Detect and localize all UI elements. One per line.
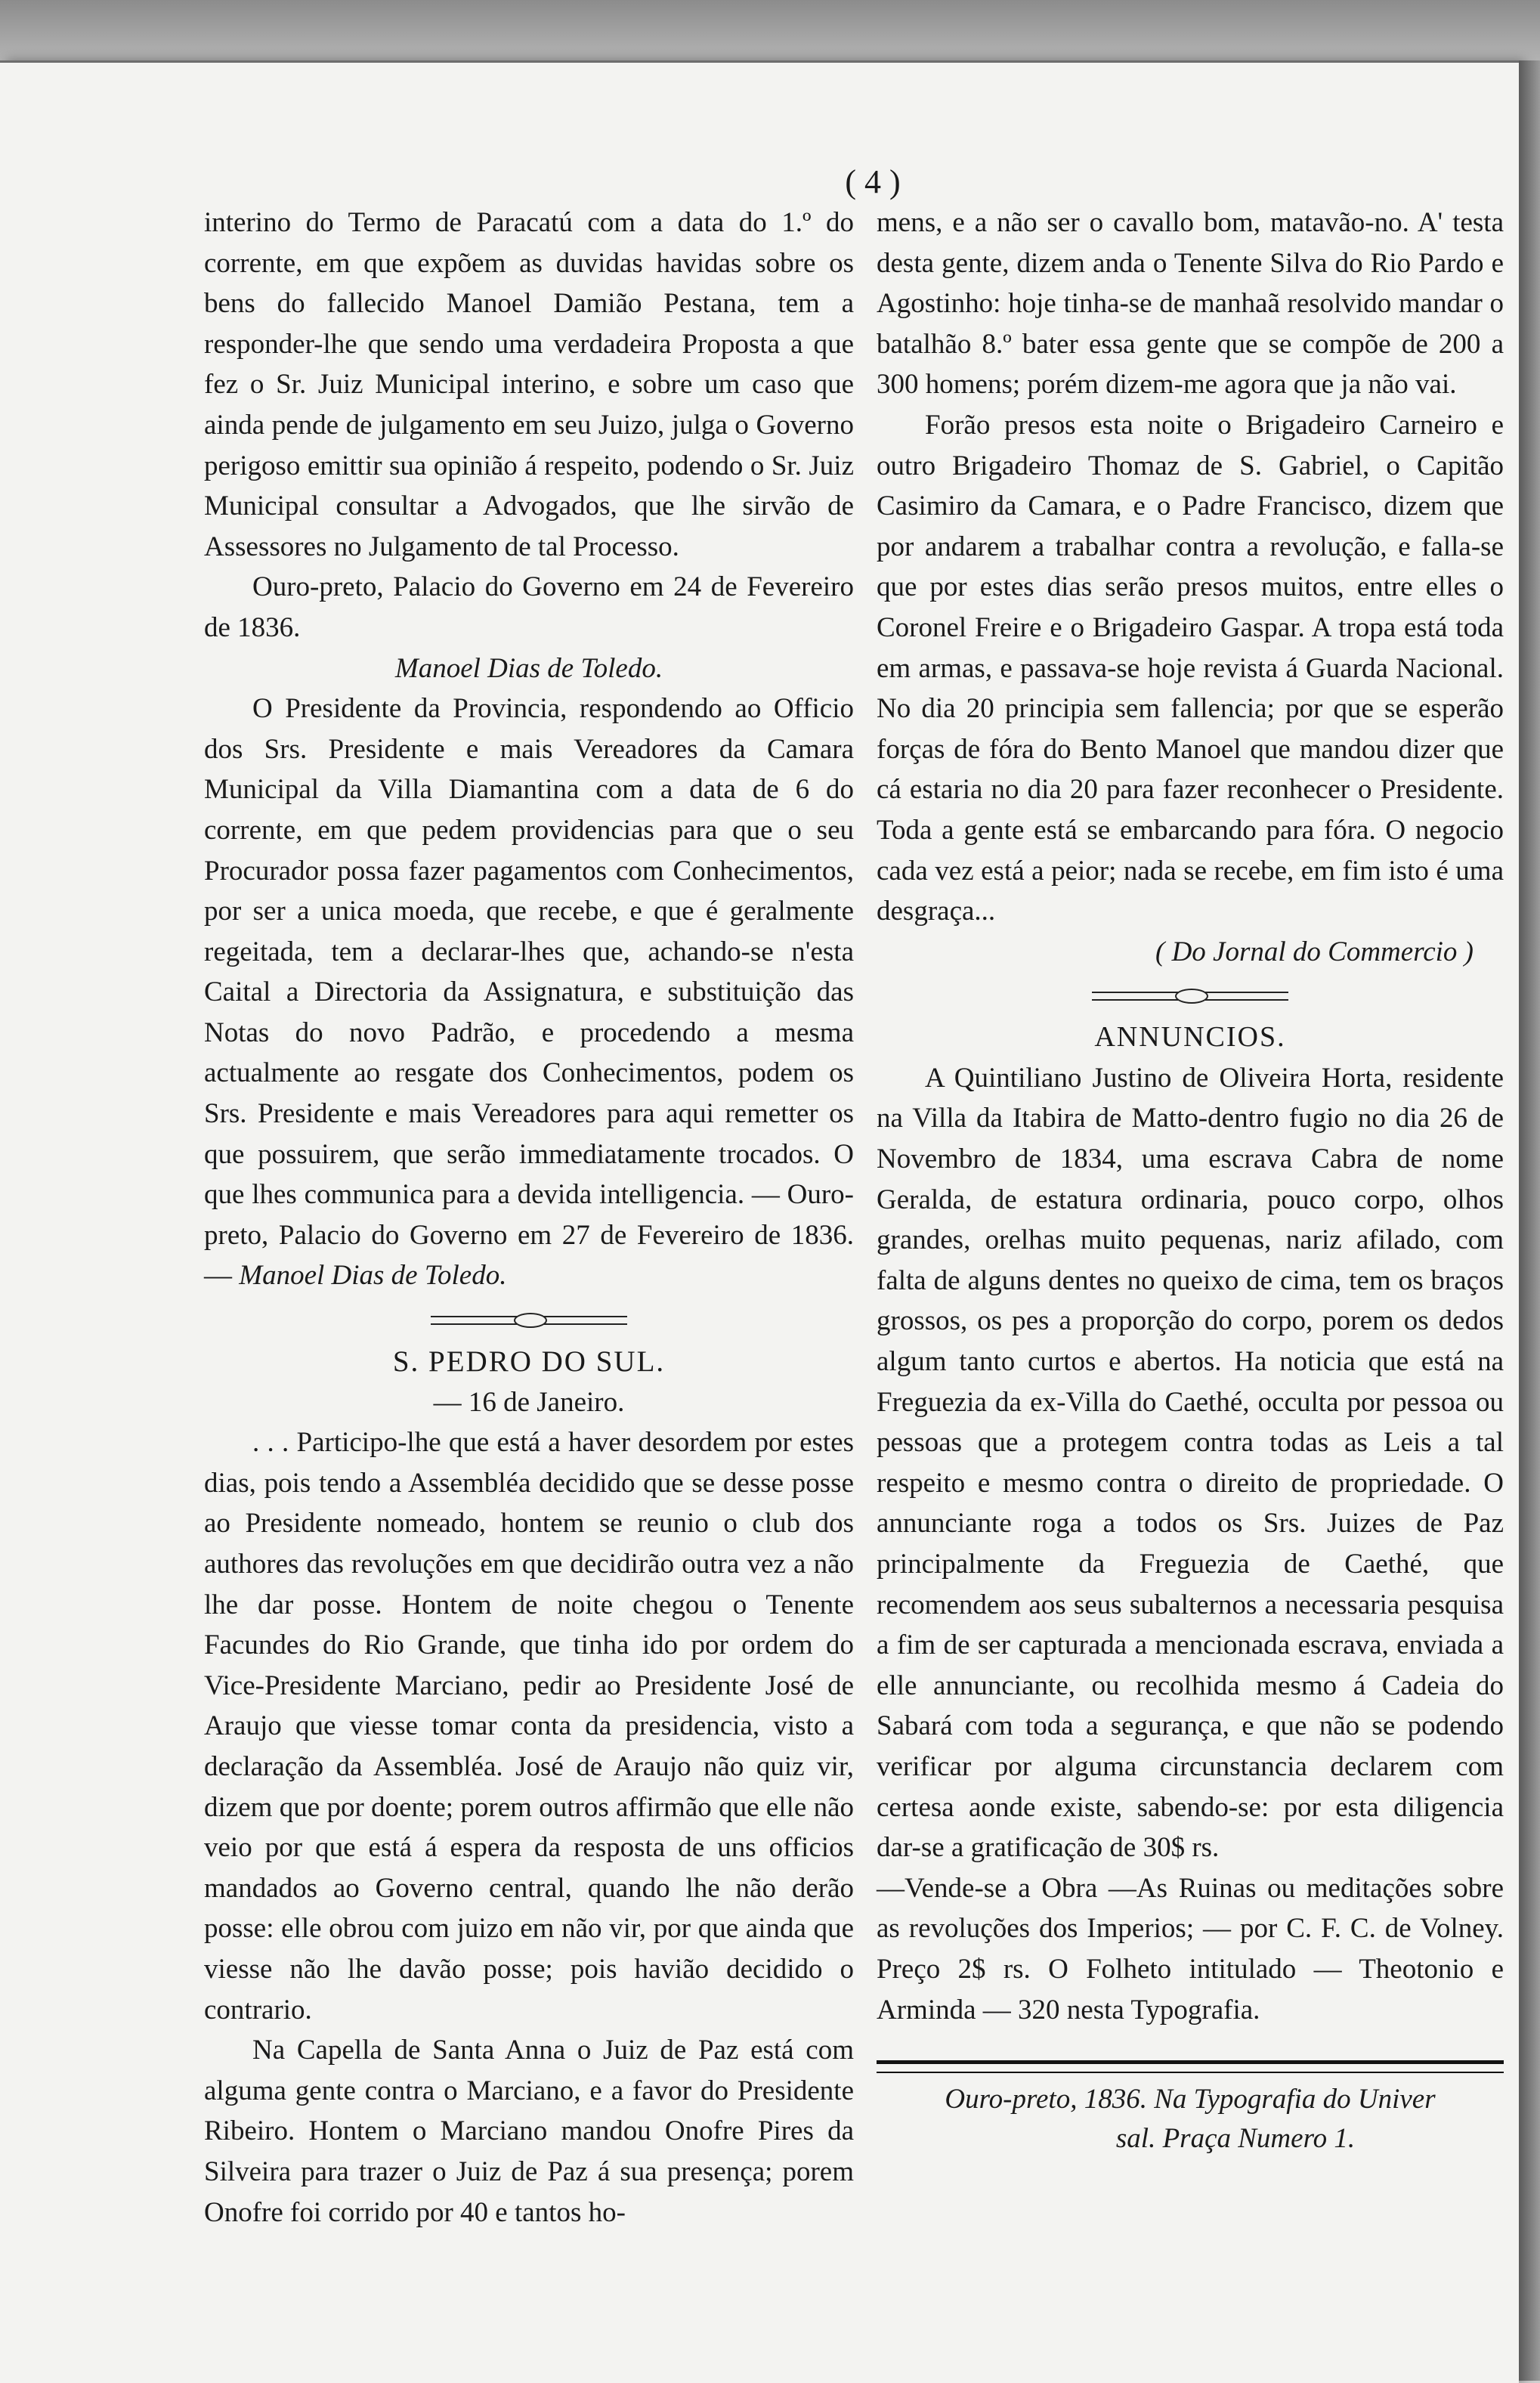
news-paragraph: mens, e a não ser o cavallo bom, matavão-no. A' testa desta gente, dizem anda o Tenente Silva do Rio Pardo e Agostinho: hoje tinha-se de manhaã resolvido mandar o batalhão 8.º bater essa gente que se compõe de 200 a 300 homens; porém dizem-me agora que ja não vai.: [877, 207, 1504, 401]
news-paragraph: Forão presos esta noite o Brigadeiro Carneiro e outro Brigadeiro Thomaz de S. Gabriel, o Capitão Casimiro da Camara, e o Padre Francisco, dizem que por andarem a trabalhar contra a revolução, e falla-se que por estes dias serão presos muitos, entre elles o Coronel Freire e o Brigadeiro Gaspar. A tropa está toda em armas, e passava-se hoje revista á Guarda Nacional. No dia 20 principia sem fallencia; por que se esperão forças de fóra do Bento Manoel que mandou dizer que cá estaria no dia 20 para fazer reconhecer o Presidente. Toda a gente está se embarcando para fóra. O negocio cada vez está a peior; nada se recebe, em fim isto é uma desgraça...: [877, 409, 1504, 927]
official-letter-paracatu: interino do Termo de Paracatú com a data do 1.º do corrente, em que expõem as duvidas havidas sobre os bens do fallecido Manoel Damião Pestana, tem a responder-lhe que sendo uma verdadeira Proposta a que fez o Sr. Juiz Municipal interino, e sobre um caso que ainda pende de julgamento em seu Juizo, julga o Governo perigoso emittir sua opinião á respeito, podendo o Sr. Juiz Municipal consultar a Advogados, que lhe sirvão de Assessores no Julgamento de tal Processo.: [204, 207, 854, 562]
advertisement: A Quintiliano Justino de Oliveira Horta, residente na Villa da Itabira de Matto-dentro fugio no dia 26 de Novembro de 1834, uma escrava Cabra de nome Geralda, de estatura ordinaria, pouco corpo, olhos grandes, orelhas muito pequenas, nariz afilado, com falta de alguns dentes no queixo de cima, tem os braços grossos, os pes a proporção do corpo, porem os dedos algum tanto curtos e abertos. Ha noticia que está na Freguezia da ex-Villa do Caethé, occulta por pessoa ou pessoas que a protegem contra todas as Leis a tal respeito e mesmo contra o direito de propriedade. O annunciante roga a todos os Srs. Juizes de Paz principalmente da Freguezia de Caethé, que recomendem aos seus subalternos a necessaria pesquisa a fim de ser capturada a mencionada escrava, enviada a elle annunciante, ou recolhida mesmo á Cadeia do Sabará com toda a segurança, e que não se podendo verificar por alguma circunstancia declarem com certesa aonde existe, sabendo-se: por esta diligencia dar-se a gratificação de 30$ rs.: [877, 1062, 1504, 1864]
section-date: — 16 de Janeiro.: [433, 1386, 625, 1418]
footer-rule: [877, 2060, 1504, 2073]
right-column: [877, 203, 1504, 2159]
news-paragraph: . . . Participo-lhe que está a haver desordem por estes dias, pois tendo a Assembléa decidido que se desse posse ao Presidente nomeado, hontem se reunio o club dos authores das revoluções em que decidirão outra vez a não lhe dar posse. Hontem de noite chegou o Tenente Facundes do Rio Grande, que tinha ido por ordem do Vice-Presidente Marciano, pedir ao Presidente José de Araujo que viesse tomar conta da presidencia, visto a declaração da Assembléa. José de Araujo não quiz vir, dizem que por doente; porem outros affirmão que elle não veio por que está á espera da resposta de uns officios mandados ao Governo central, quando lhe não derão posse: elle obrou com juizo em não vir, por que ainda que viesse não lhe davão posse; pois havião decidido o contrario.: [204, 1427, 854, 2026]
scan-right-edge: [1519, 60, 1540, 2381]
section-title: S. PEDRO DO SUL.: [392, 1345, 666, 1379]
ornamental-rule: [1092, 992, 1288, 1001]
news-paragraph: Na Capella de Santa Anna o Juiz de Paz está com alguma gente contra o Marciano, e a favor do Presidente Ribeiro. Hontem o Marciano mandou Onofre Pires da Silveira para trazer o Juiz de Paz á sua presença; porem Onofre foi corrido por 40 e tantos ho-: [204, 2035, 854, 2228]
letter-body: O Presidente da Provincia, respondendo ao Officio dos Srs. Presidente e mais Vereadores da Camara Municipal da Villa Diamantina com a data de 6 do corrente, em que pedem providencias para que o seu Procurador possa fazer pagamentos com Conhecimentos, por ser a unica moeda, que recebe, e que é geralmente regeitada, tem a declarar-lhes que, achando-se n'esta Caital a Directoria da Assignatura, e substituição das Notas do novo Padrão, e procedendo a mesma actualmente ao resgate dos Conhecimentos, podem os Srs. Presidente e mais Vereadores para aqui remetter os que possuirem, que serão immediatamente trocados. O que lhes communica para a devida intelligencia. — Ouro-preto, Palacio do Governo em 27 de Fevereiro de 1836. —: [204, 693, 854, 1292]
imprint: Ouro-preto, 1836. Na Typografia do Univer: [945, 2084, 1436, 2115]
ornamental-rule: [431, 1316, 627, 1325]
advertisement: —Vende-se a Obra —As Ruinas ou meditações sobre as revoluções dos Imperios; — por C. F. C. de Volney. Preço 2$ rs. O Folheto intitulado — Theotonio e Arminda — 320 nesta Typografia.: [877, 1872, 1504, 2026]
source-credit: ( Do Jornal do Commercio ): [1155, 936, 1474, 967]
signature-inline: Manoel Dias de Toledo.: [239, 1260, 507, 1292]
dateline: Ouro-preto, Palacio do Governo em 24 de Fevereiro de 1836.: [204, 571, 854, 643]
ads-heading: ANNUNCIOS.: [1094, 1021, 1286, 1054]
page-number: ( 4 ): [845, 163, 901, 200]
left-column: [204, 203, 854, 2233]
signature: Manoel Dias de Toledo.: [394, 652, 663, 684]
imprint: sal. Praça Numero 1.: [1115, 2123, 1356, 2155]
official-letter-diamantina: [204, 689, 854, 1296]
